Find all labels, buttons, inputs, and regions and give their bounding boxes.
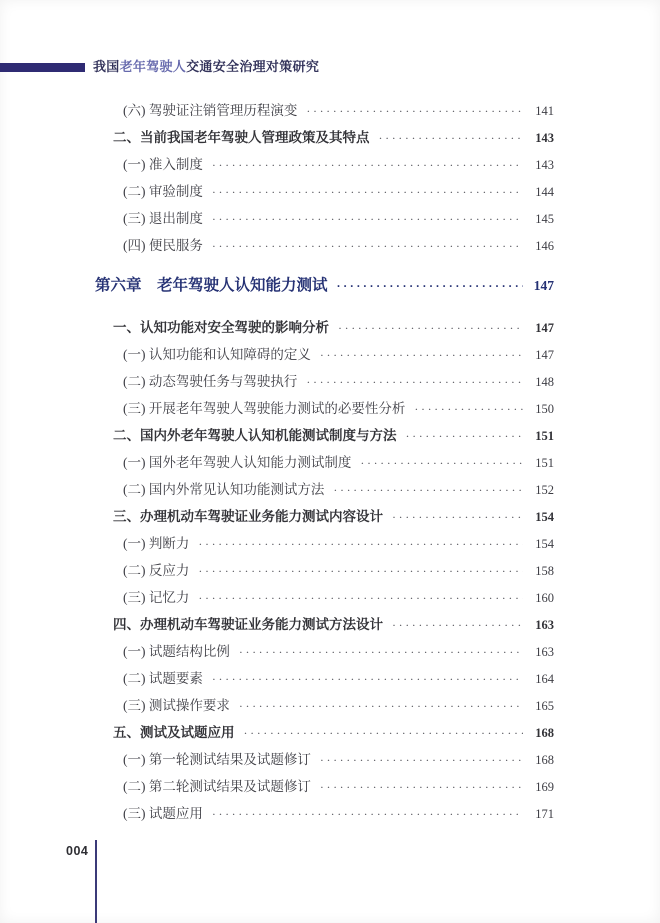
toc-entry-label: (二) 试题要素 <box>123 671 203 686</box>
toc-entry-label: (三) 退出制度 <box>123 211 203 226</box>
toc-entry <box>95 368 554 395</box>
toc-entry <box>95 151 554 178</box>
toc-entry-label: (二) 反应力 <box>123 563 190 578</box>
toc-entry-label: 一、认知功能对安全驾驶的影响分析 <box>113 320 329 335</box>
dot-leader <box>198 584 523 612</box>
toc-entry-page: 148 <box>535 375 554 389</box>
toc-entry <box>95 395 554 422</box>
toc-entry-label: 三、办理机动车驾驶证业务能力测试内容设计 <box>113 509 383 524</box>
dot-leader <box>212 151 523 179</box>
toc-entry-label: (四) 便民服务 <box>123 238 203 253</box>
dot-leader <box>306 368 523 396</box>
toc-entry-page: 168 <box>535 753 554 767</box>
toc-entry <box>95 97 554 124</box>
toc-entry <box>95 422 554 449</box>
toc-entry-label: (一) 准入制度 <box>123 157 203 172</box>
toc-entry-page: 147 <box>535 321 554 335</box>
toc-entry-page: 144 <box>535 185 554 199</box>
toc-entry-label: (一) 认知功能和认知障碍的定义 <box>123 347 311 362</box>
toc-entry-label: (二) 动态驾驶任务与驾驶执行 <box>123 374 298 389</box>
dot-leader <box>338 314 523 342</box>
toc-entry-page: 152 <box>535 483 554 497</box>
dot-leader <box>392 611 523 639</box>
dot-leader <box>392 503 523 531</box>
dot-leader <box>379 124 524 152</box>
toc-entry-page: 147 <box>535 348 554 362</box>
toc-entry <box>95 124 554 151</box>
toc-entry-page: 165 <box>535 699 554 713</box>
toc-entry-page: 171 <box>535 807 554 821</box>
dot-leader <box>414 395 523 423</box>
toc-entry-page: 158 <box>535 564 554 578</box>
toc-entry <box>95 503 554 530</box>
dot-leader <box>198 530 523 558</box>
toc-entry-label: 二、国内外老年驾驶人认知机能测试制度与方法 <box>113 428 397 443</box>
toc-entry-label: (一) 国外老年驾驶人认知能力测试制度 <box>123 455 352 470</box>
table-of-contents <box>95 97 554 827</box>
toc-chapter-page: 147 <box>533 278 554 293</box>
toc-entry-page: 143 <box>535 158 554 172</box>
toc-entry-page: 150 <box>535 402 554 416</box>
header-title-accent: 老年驾驶人 <box>119 59 187 74</box>
running-header-title <box>93 58 319 76</box>
toc-entry-label: (一) 判断力 <box>123 536 190 551</box>
toc-entry-page: 154 <box>535 537 554 551</box>
toc-chapter-entry <box>95 270 554 301</box>
dot-leader <box>320 773 523 801</box>
toc-chapter-label: 第六章 老年驾驶人认知能力测试 <box>95 277 328 294</box>
dot-leader <box>212 665 523 693</box>
dot-leader <box>212 205 523 233</box>
dot-leader <box>320 341 523 369</box>
toc-entry <box>95 746 554 773</box>
dot-leader <box>239 638 523 666</box>
toc-entry <box>95 449 554 476</box>
toc-entry-label: (一) 第一轮测试结果及试题修订 <box>123 752 311 767</box>
toc-entry <box>95 476 554 503</box>
dot-leader <box>212 232 523 260</box>
toc-entry-page: 160 <box>535 591 554 605</box>
toc-entry <box>95 638 554 665</box>
toc-entry-page: 169 <box>535 780 554 794</box>
running-header <box>0 58 660 80</box>
footer-vertical-rule <box>95 840 97 923</box>
dot-leader <box>306 97 523 125</box>
toc-entry-label: (三) 开展老年驾驶人驾驶能力测试的必要性分析 <box>123 401 406 416</box>
footer-page-number: 004 <box>66 844 89 858</box>
toc-entry <box>95 178 554 205</box>
toc-entry <box>95 341 554 368</box>
toc-entry-page: 146 <box>535 239 554 253</box>
toc-entry <box>95 773 554 800</box>
toc-entry-label: (三) 试题应用 <box>123 806 203 821</box>
toc-entry-page: 145 <box>535 212 554 226</box>
dot-leader <box>360 449 523 477</box>
toc-entry <box>95 611 554 638</box>
toc-entry-page: 151 <box>535 429 554 443</box>
dot-leader <box>333 476 523 504</box>
toc-entry <box>95 665 554 692</box>
toc-entry-label: 二、当前我国老年驾驶人管理政策及其特点 <box>113 130 370 145</box>
header-title-prefix: 我国 <box>93 59 120 74</box>
toc-entry <box>95 692 554 719</box>
toc-entry <box>95 530 554 557</box>
toc-entry <box>95 557 554 584</box>
dot-leader <box>212 178 523 206</box>
toc-entry-label: (三) 记忆力 <box>123 590 190 605</box>
toc-entry-label: 四、办理机动车驾驶证业务能力测试方法设计 <box>113 617 383 632</box>
toc-entry <box>95 719 554 746</box>
toc-entry <box>95 205 554 232</box>
toc-entry-page: 163 <box>535 645 554 659</box>
toc-entry-page: 143 <box>535 131 554 145</box>
dot-leader <box>244 719 524 747</box>
dot-leader <box>212 800 523 828</box>
toc-entry-page: 154 <box>535 510 554 524</box>
toc-entry-label: (二) 审验制度 <box>123 184 203 199</box>
toc-entry-label: (一) 试题结构比例 <box>123 644 230 659</box>
toc-entry-page: 163 <box>535 618 554 632</box>
toc-entry-label: (六) 驾驶证注销管理历程演变 <box>123 103 298 118</box>
toc-entry <box>95 314 554 341</box>
toc-entry-label: 五、测试及试题应用 <box>113 725 235 740</box>
dot-leader <box>406 422 524 450</box>
header-title-suffix: 交通安全治理对策研究 <box>186 59 320 74</box>
dot-leader <box>198 557 523 585</box>
toc-entry-page: 164 <box>535 672 554 686</box>
toc-entry-page: 168 <box>535 726 554 740</box>
dot-leader <box>320 746 523 774</box>
toc-entry-label: (二) 第二轮测试结果及试题修订 <box>123 779 311 794</box>
dot-leader <box>337 270 523 302</box>
dot-leader <box>239 692 523 720</box>
toc-entry <box>95 800 554 827</box>
toc-entry <box>95 584 554 611</box>
toc-entry-page: 151 <box>535 456 554 470</box>
toc-entry-label: (二) 国内外常见认知功能测试方法 <box>123 482 325 497</box>
header-bar-rule <box>0 63 85 72</box>
toc-entry-label: (三) 测试操作要求 <box>123 698 230 713</box>
toc-entry <box>95 232 554 259</box>
toc-entry-page: 141 <box>535 104 554 118</box>
